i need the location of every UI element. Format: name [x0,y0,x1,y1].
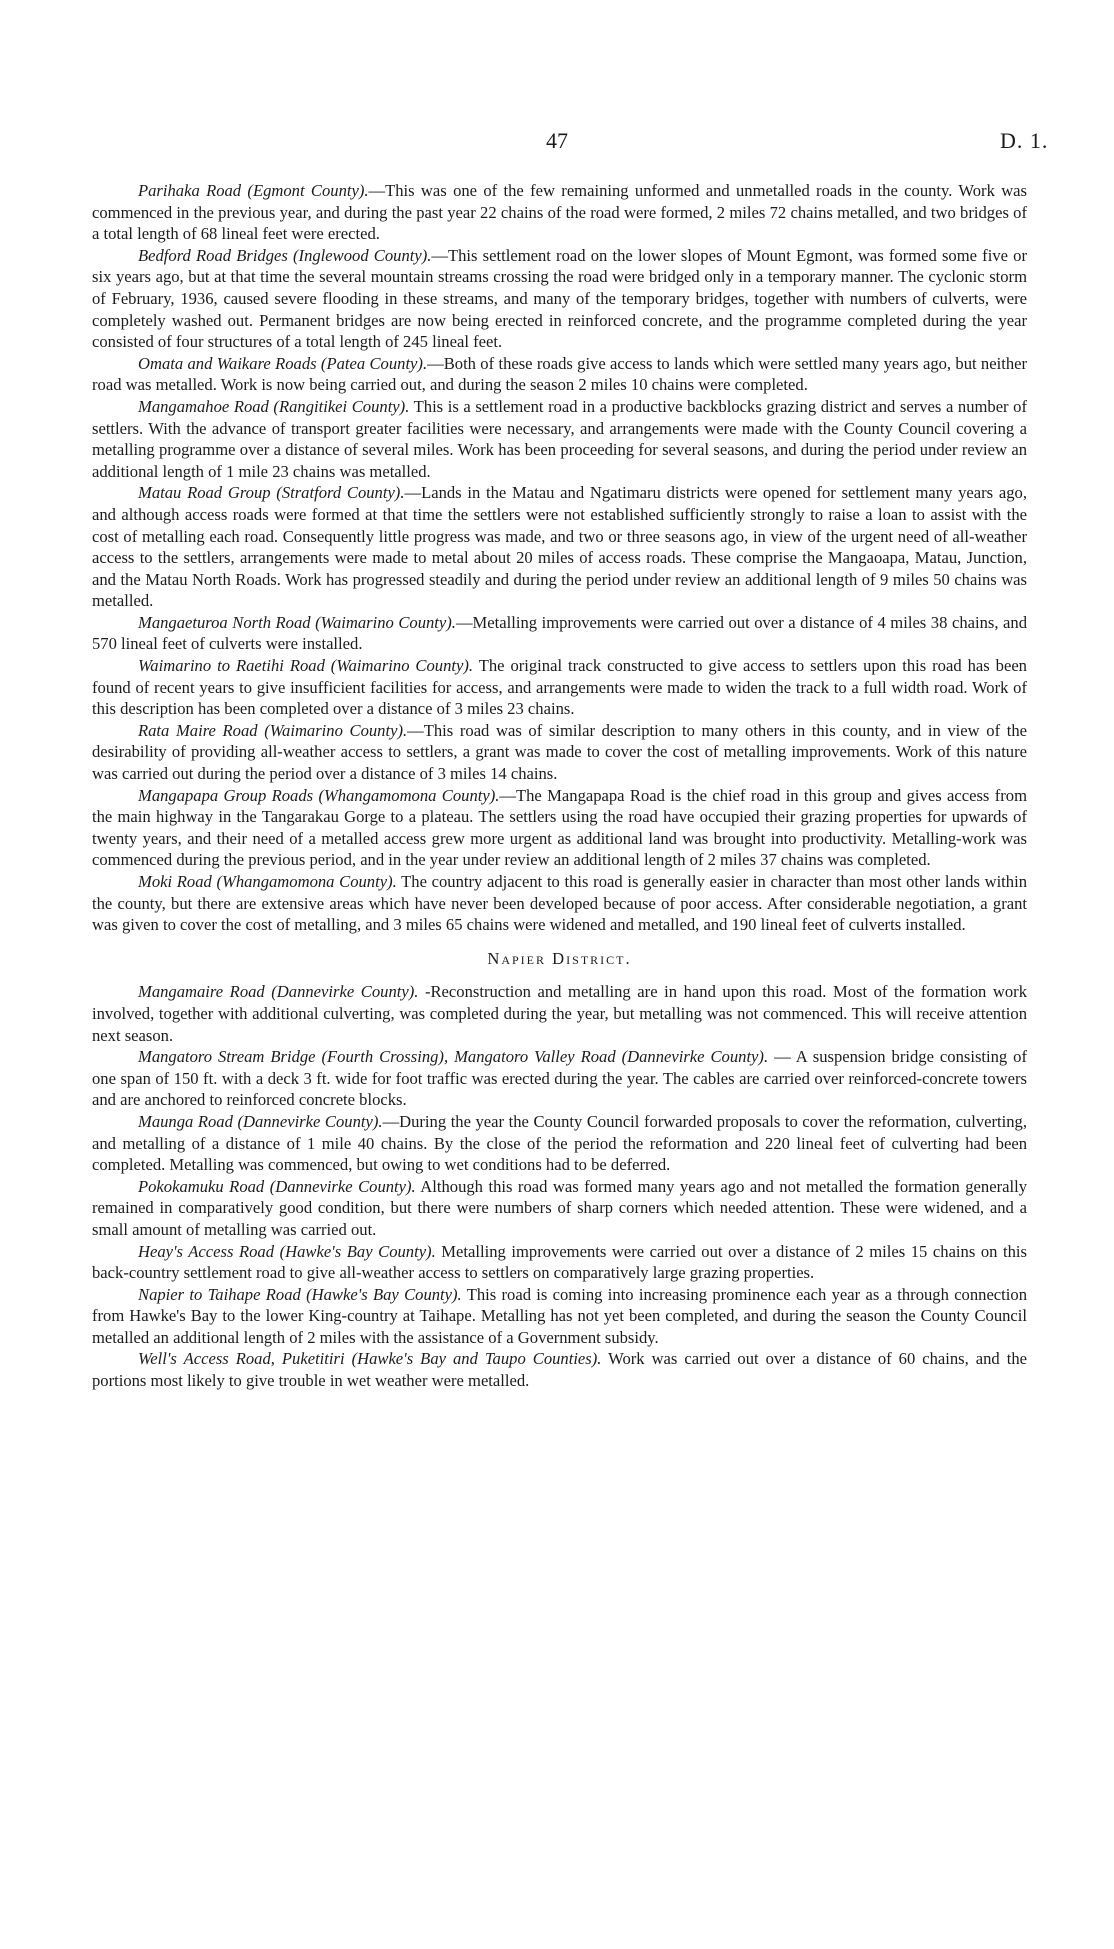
paragraph-text: Although this road was formed many years ago and not metalled the formation generally remained in comparatively good condition, but there were numbers of sharp corners which needed attention. These were widened, and a small amount of metalling was carried out. [92,1176,1027,1239]
paragraph-text: Work was carried out over a distance of 60 chains, and the portions most likely to give trouble in wet weather were metalled. [92,1349,1027,1391]
paragraph [92,785,1027,871]
paragraph-title: Heay's Access Road (Hawke's Bay County). [138,1241,436,1261]
paragraph-text: Metalling improvements were carried out over a distance of 2 miles 15 chains on this back-country settlement road to give all-weather access to settlers on comparatively large grazing properties. [92,1241,1027,1283]
paragraph-title: Parihaka Road (Egmont County). [138,181,369,200]
paragraph [92,396,1027,482]
paragraph [92,1111,1027,1176]
paragraph [92,1046,1027,1111]
paragraph [92,1241,1027,1284]
paragraph-text: —During the year the County Council forwarded proposals to cover the reformation, culverting, and metalling of a distance of 1 mile 40 chains. By the close of the period the reformation and 220 lineal feet of culverting had been completed. Metalling was commenced, but owing to wet conditions had to be deferred. [92,1111,1027,1175]
paragraph-text: —Lands in the Matau and Ngatimaru districts were opened for settlement many years ago, and although access roads were formed at that time the settlers were not established sufficiently strongly to raise a loan to assist with the cost of metalling each road. Consequently little progress was made, and two or three seasons ago, in view of the urgent need of all-weather access to the settlers, arrangements were made to metal about 20 miles of access roads. These comprise the Mangaoapa, Matau, Junction, and the Matau North Roads. Work has progressed steadily and during the period under review an additional length of 9 miles 50 chains was metalled. [92,483,1027,611]
paragraph-title: Well's Access Road, Puketitiri (Hawke's Bay and Taupo Counties). [138,1349,602,1369]
paragraph-text: —This settlement road on the lower slopes of Mount Egmont, was formed some five or six years ago, but at that time the several mountain streams crossing the road were bridged only in a temporary manner. The cyclonic storm of February, 1936, caused severe flooding in these streams, and many of the temporary bridges, together with numbers of culverts, were completely washed out. Permanent bridges are now being erected in reinforced concrete, and the programme completed during the year consisted of four structures of a total length of 245 lineal feet. [92,245,1027,352]
paragraph-text: The original track constructed to give access to settlers upon this road has been found of recent years to give insufficient facilities for access, and arrangements were made to widen the track to a full width road. Work of this description has been completed over a distance of 3 miles 23 chains. [92,656,1027,719]
paragraph-title: Rata Maire Road (Waimarino County). [138,720,408,740]
paragraph [92,720,1027,785]
paragraph-title: Moki Road (Whangamomona County). [138,872,397,891]
paragraph-title: Mangapapa Group Roads (Whangamomona County). [138,785,500,805]
paragraph [92,1284,1027,1349]
section-heading: Napier District. [487,948,632,968]
paragraph-text: — A suspension bridge consisting of one span of 150 ft. with a deck 3 ft. wide for foot traffic was erected during the year. The cables are carried over reinforced-concrete towers and are anchored to reinforced concrete blocks. [92,1047,1028,1110]
paragraph-text: —Both of these roads give access to lands which were settled many years ago, but neither road was metalled. Work is now being carried out, and during the season 2 miles 10 chains were completed. [92,353,1028,395]
paragraph-text: —Metalling improvements were carried out over a distance of 4 miles 38 chains, and 570 lineal feet of culverts were installed. [92,612,1027,654]
paragraph [92,871,1027,936]
paragraph-text: —This was one of the few remaining unformed and unmetalled roads in the county. Work was commenced in the previous year, and during the past year 22 chains of the road were formed, 2 miles 72 chains metalled, and two bridges of a total length of 68 lineal feet were erected. [92,181,1027,244]
paragraph-text: This road is coming into increasing prominence each year as a through connection from Hawke's Bay to the lower King-country at Taihape. Metalling has not yet been completed, and during the season the County Council metalled an additional length of 2 miles with the assistance of a Government subsidy. [92,1284,1027,1347]
page-header [0,128,1114,158]
paragraph-text: —This road was of similar description to many others in this county, and in view of the desirability of providing all-weather access to settlers, a grant was made to cover the cost of metalling improvements. Work of this nature was carried out during the period over a distance of 3 miles 14 chains. [92,720,1028,784]
paragraph-title: Waimarino to Raetihi Road (Waimarino County). [138,656,474,676]
paragraph-title: Mangatoro Stream Bridge (Fourth Crossing), Mangatoro Valley Road (Dannevirke County). [138,1047,769,1067]
paragraph-title: Bedford Road Bridges (Inglewood County). [138,245,432,265]
paragraph [92,1176,1027,1241]
paragraph-text: This is a settlement road in a productive backblocks grazing district and serves a number of settlers. With the advance of transport greater facilities were necessary, and arrangements were made with the County Council covering a metalling programme over a distance of several miles. Work has been proceeding for several seasons, and during the period under review an additional length of 1 mile 23 chains was metalled. [92,396,1027,481]
paragraph-text: The country adjacent to this road is generally easier in character than most other lands within the county, but there are extensive areas which have never been developed because of poor access. After considerable negotiation, a grant was given to cover the cost of metalling, and 3 miles 65 chains were widened and metalled, and 190 lineal feet of culverts installed. [92,872,1027,935]
paragraph-title: Omata and Waikare Roads (Patea County). [138,353,428,373]
paragraph-text: —The Mangapapa Road is the chief road in this group and gives access from the main highway in the Tangarakau Gorge to a plateau. The settlers using the road have occupied their grazing properties for upwards of twenty years, and their need of a metalled access grew more urgent as additional land was brought into productivity. Metalling-work was commenced during the previous period, and in the year under review an additional length of 2 miles 37 chains was completed. [92,785,1027,870]
paragraph-text: -Reconstruction and metalling are in hand upon this road. Most of the formation work involved, together with additional culverting, was completed during the year, but metalling was not commenced. This will receive attention next season. [92,982,1027,1045]
paragraph [92,245,1027,353]
paragraph-title: Mangamaire Road (Dannevirke County). [138,982,419,1002]
paragraph [92,981,1027,1046]
paragraph-title: Maunga Road (Dannevirke County). [138,1111,383,1131]
paragraph [92,655,1027,720]
paragraph [92,482,1027,612]
paragraph-title: Napier to Taihape Road (Hawke's Bay County). [138,1284,462,1304]
document-body [92,180,1027,1392]
paragraph [92,353,1027,396]
document-reference: D. 1. [1000,128,1049,153]
paragraph [92,612,1027,655]
paragraph [92,180,1027,245]
paragraph-title: Mangamahoe Road (Rangitikei County). [138,396,410,416]
page-number: 47 [546,128,568,153]
paragraph-title: Mangaeturoa North Road (Waimarino County). [138,612,456,632]
paragraph-title: Matau Road Group (Stratford County). [138,483,405,503]
paragraph [92,1348,1027,1391]
paragraph-title: Pokokamuku Road (Dannevirke County). [138,1176,416,1196]
